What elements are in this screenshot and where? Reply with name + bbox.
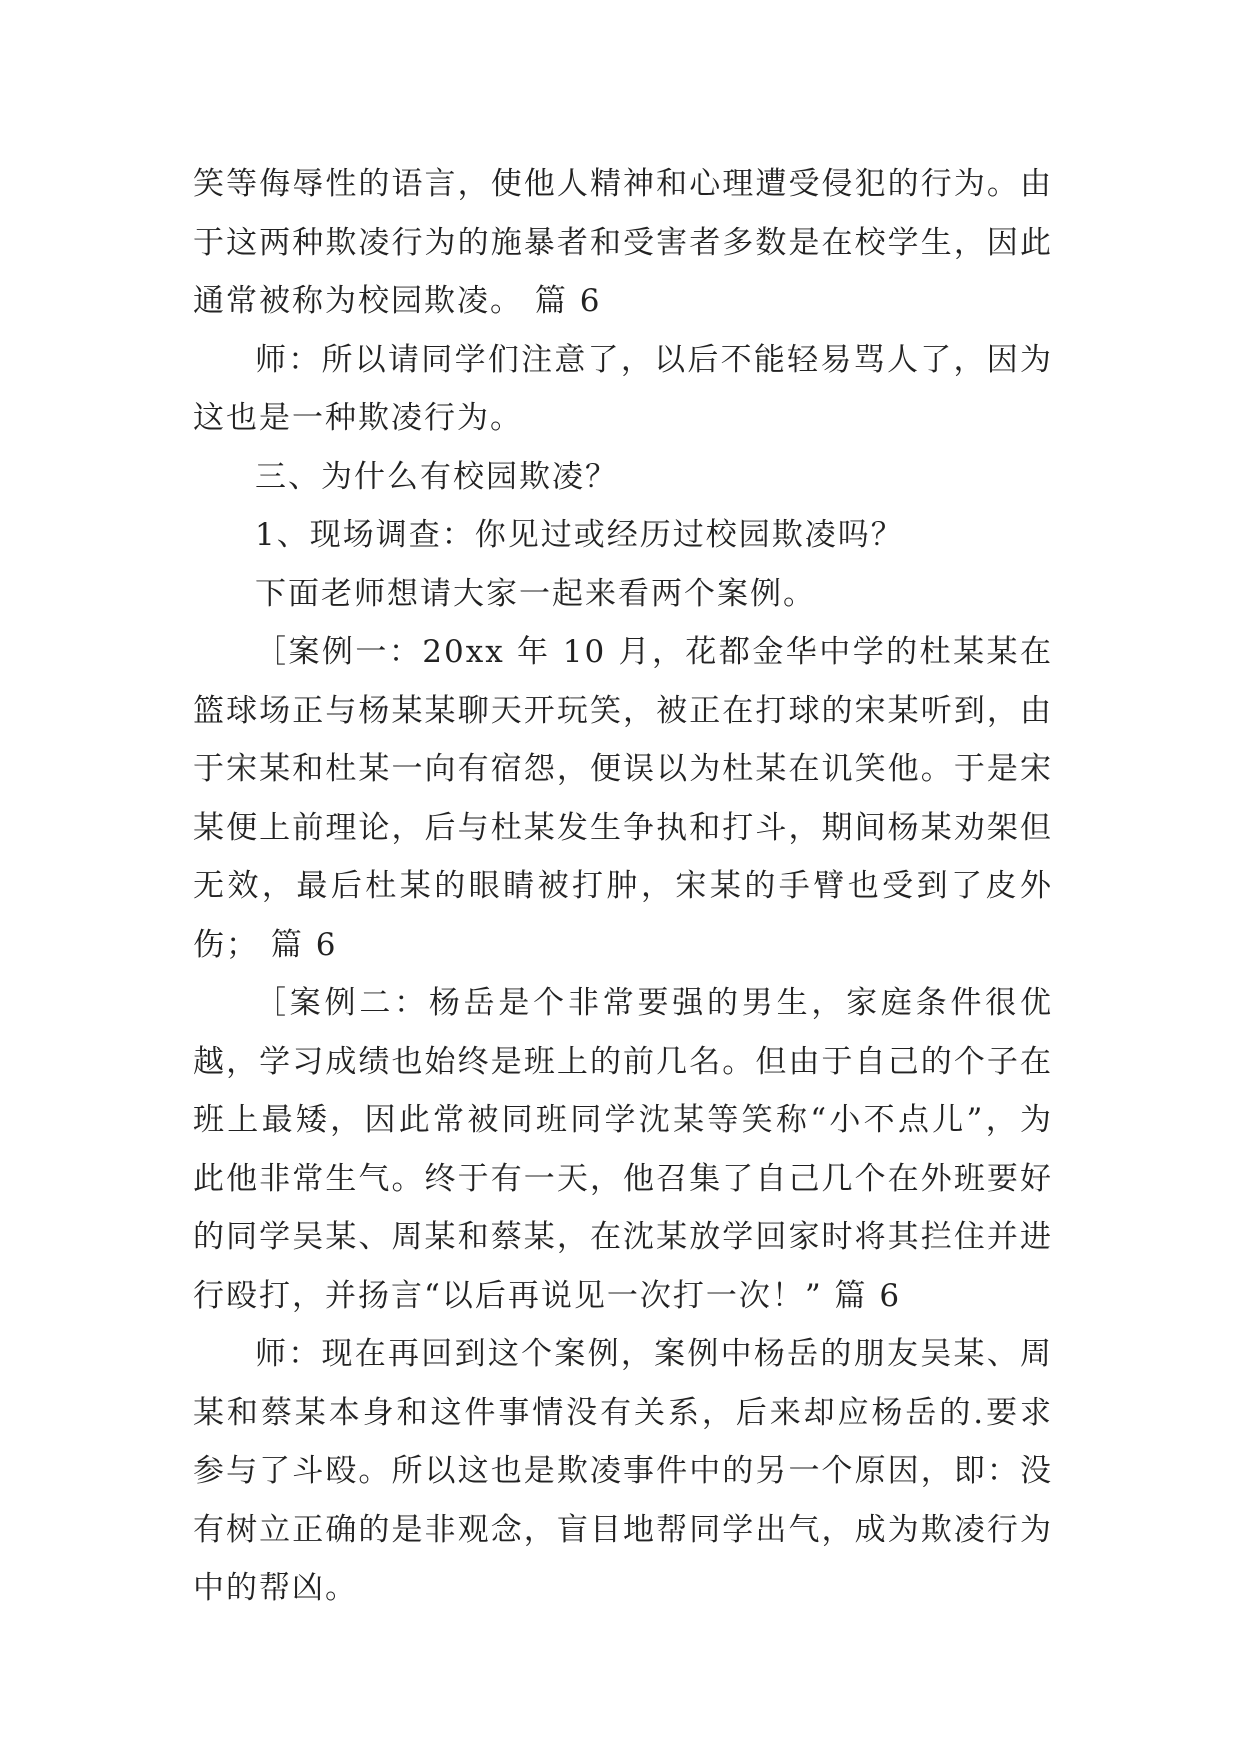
section-heading: 三、为什么有校园欺凌？	[255, 458, 618, 495]
paragraph-case-2: ［案例二：杨岳是个非常要强的男生，家庭条件很优越，学习成绩也始终是班上的前几名。但由于自己的个子在班上最矮，因此常被同班同学沈某等笑称“小不点儿”，为此他非常生气。终于有一天，他召集了自己几个在外班要好的同学吴某、周某和蔡某，在沈某放学回家时将其拦住并进行殴打，并扬言“以后再说见一次打一次！” 篇 6	[193, 985, 1053, 1314]
paragraph-case-1: ［案例一：20xx 年 10 月，花都金华中学的杜某某在篮球场正与杨某某聊天开玩笑，被正在打球的宋某听到，由于宋某和杜某一向有宿怨，便误以为杜某在讥笑他。于是宋某便上前理论，后与杜某发生争执和打斗，期间杨某劝架但无效，最后杜某的眼睛被打肿，宋某的手臂也受到了皮外伤； 篇 6	[193, 634, 1053, 963]
paragraph-intro-cases: 下面老师想请大家一起来看两个案例。	[255, 575, 816, 612]
document-body	[193, 155, 1053, 1618]
paragraph-continuation: 笑等侮辱性的语言，使他人精神和心理遭受侵犯的行为。由于这两种欺凌行为的施暴者和受害者多数是在校学生，因此通常被称为校园欺凌。 篇 6	[193, 166, 1053, 319]
paragraph-survey: 1、现场调查：你见过或经历过校园欺凌吗？	[255, 517, 904, 553]
paragraph-teacher-remark-1: 师：所以请同学们注意了，以后不能轻易骂人了，因为这也是一种欺凌行为。	[193, 341, 1053, 436]
paragraph-teacher-remark-2: 师：现在再回到这个案例，案例中杨岳的朋友吴某、周某和蔡某本身和这件事情没有关系，后来却应杨岳的.要求参与了斗殴。所以这也是欺凌事件中的另一个原因，即：没有树立正确的是非观念，盲目地帮同学出气，成为欺凌行为中的帮凶。	[193, 1336, 1053, 1606]
